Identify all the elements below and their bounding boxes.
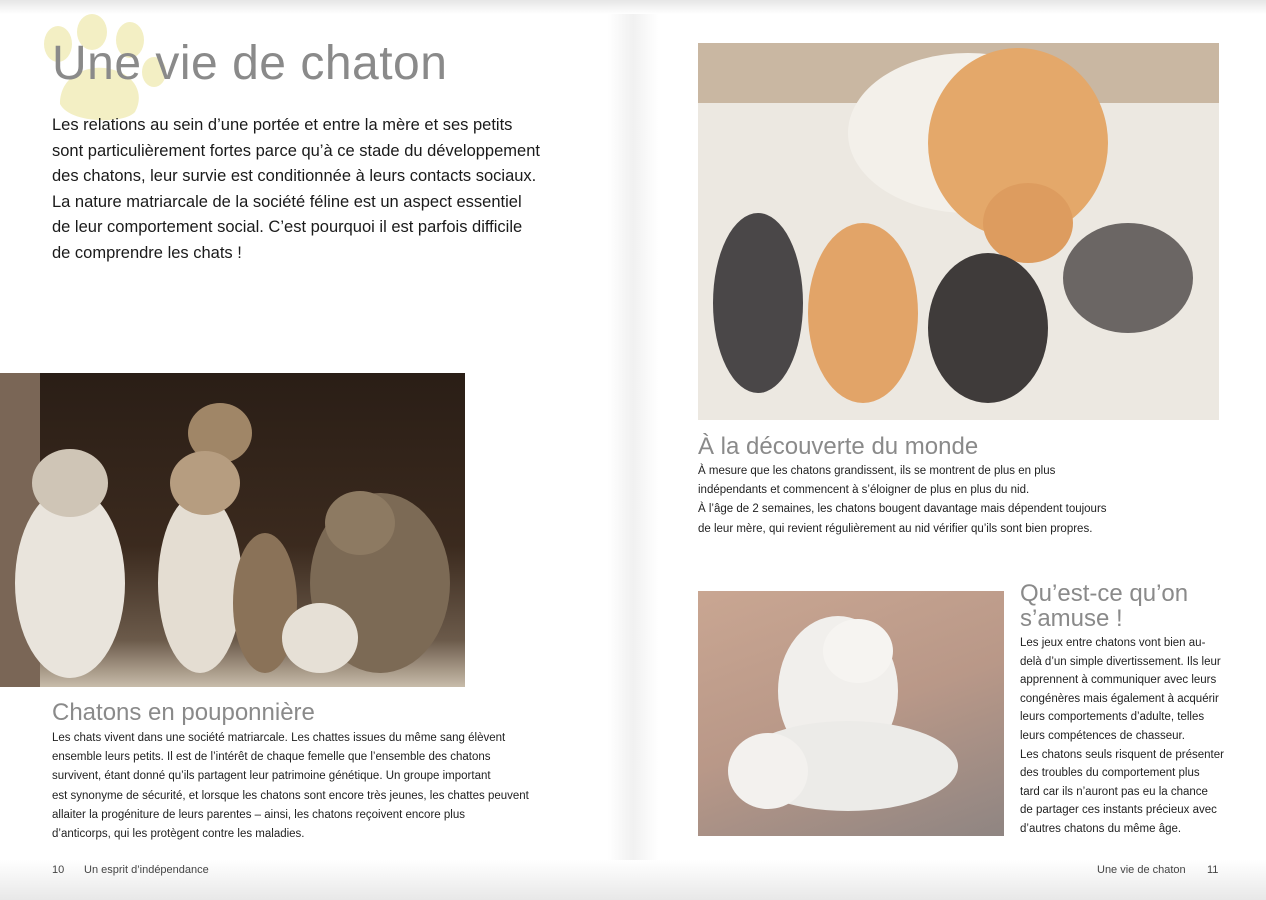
- cats-group-photo: [0, 373, 465, 687]
- text-line: La nature matriarcale de la société féline est un aspect essentiel: [52, 192, 522, 211]
- page-number-right: 11: [1207, 864, 1219, 876]
- text-line: Les relations au sein d’une portée et entre la mère et ses petits: [52, 116, 513, 134]
- text-line: leurs compétences de chasseur.: [1020, 729, 1185, 742]
- text-line: de leur comportement social. C’est pourquoi il est parfois difficile: [52, 218, 523, 236]
- section-paragraph: [1020, 634, 1224, 839]
- text-line: Les jeux entre chatons vont bien au-: [1020, 637, 1206, 649]
- text-line: de comprendre les chats !: [52, 243, 242, 262]
- text-line: survivent, étant donné qu’ils partagent leur patrimoine génétique. Un groupe important: [52, 770, 491, 783]
- page-number-left: 10: [52, 864, 65, 876]
- text-line: de leur mère, qui revient régulièrement au nid vérifier qu’ils sont bien propres.: [698, 522, 1093, 535]
- text-line: de partager ces instants précieux avec: [1020, 804, 1217, 817]
- section-paragraph: [698, 462, 1107, 539]
- section-paragraph: [52, 729, 529, 844]
- page-shadow-top: [0, 0, 1266, 14]
- section-heading: À la découverte du monde: [698, 433, 979, 460]
- section-heading: Chatons en pouponnière: [52, 699, 315, 726]
- text-line: d’autres chatons du même âge.: [1020, 822, 1182, 835]
- text-line: sont particulièrement fortes parce qu’à ce stade du développement: [52, 141, 540, 160]
- text-line: tard car ils n’auront pas eu la chance: [1020, 785, 1208, 798]
- text-line: congénères mais également à acquérir: [1020, 692, 1219, 705]
- text-line: indépendants et commencent à s’éloigner de plus en plus du nid.: [698, 484, 1030, 497]
- text-line: À mesure que les chatons grandissent, ils se montrent de plus en plus: [698, 465, 1056, 477]
- heading-line: s’amuse !: [1020, 605, 1123, 632]
- intro-paragraph: [52, 113, 540, 266]
- text-line: Les chatons seuls risquent de présenter: [1020, 748, 1224, 761]
- mother-and-kittens-photo: [698, 43, 1219, 420]
- text-line: ensemble leurs petits. Il est de l’intérêt de chaque femelle que l’ensemble des chatons: [52, 751, 491, 764]
- playing-kittens-photo: [698, 591, 1004, 836]
- section-heading: [1020, 581, 1188, 631]
- text-line: Les chats vivent dans une société matriarcale. Les chattes issues du même sang élèvent: [52, 732, 506, 744]
- text-line: delà d’un simple divertissement. Ils leur: [1020, 655, 1221, 668]
- text-line: des chatons, leur survie est conditionnée à leurs contacts sociaux.: [52, 167, 537, 185]
- text-line: allaiter la progéniture de leurs parentes – ainsi, les chatons reçoivent encore plus: [52, 808, 465, 821]
- text-line: des troubles du comportement plus: [1020, 767, 1200, 780]
- running-title-right: Une vie de chaton: [1097, 864, 1186, 876]
- running-title-left: Un esprit d’indépendance: [84, 864, 209, 876]
- text-line: leurs comportements d’adulte, telles: [1020, 711, 1205, 724]
- text-line: est synonyme de sécurité, et lorsque les chatons sont encore très jeunes, les chattes peuvent: [52, 789, 529, 802]
- heading-line: Qu’est-ce qu’on: [1020, 580, 1189, 607]
- page-title: Une vie de chaton: [52, 37, 448, 90]
- text-line: apprennent à communiquer avec leurs: [1020, 674, 1217, 687]
- text-line: À l’âge de 2 semaines, les chatons bougent davantage mais dépendent toujours: [698, 503, 1107, 516]
- text-line: d’anticorps, qui les protègent contre les maladies.: [52, 828, 305, 841]
